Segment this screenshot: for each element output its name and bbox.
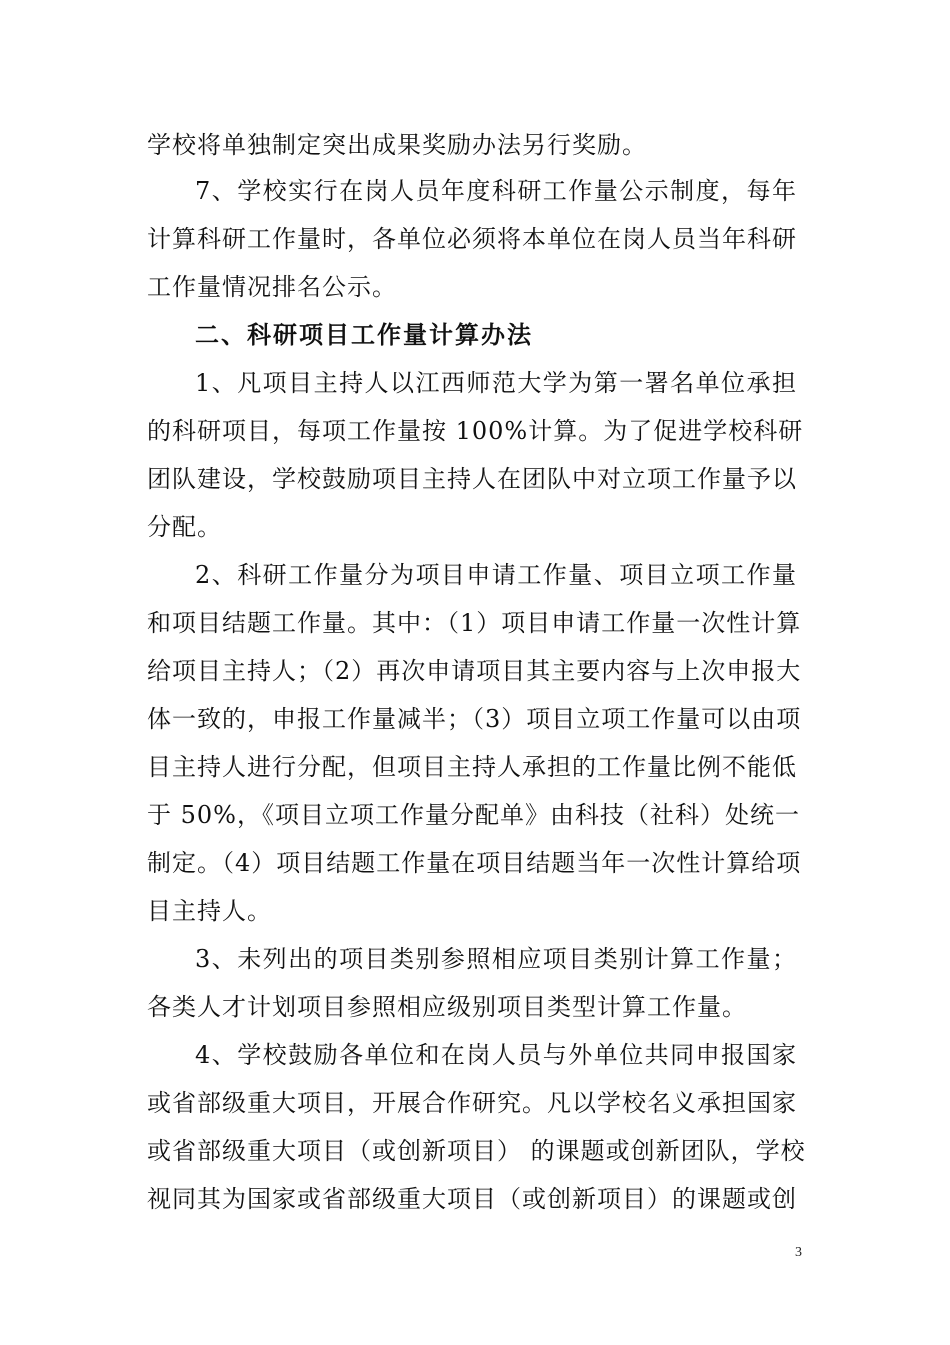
text-line: 3、未列出的项目类别参照相应项目类别计算工作量； <box>195 945 797 973</box>
text-line: 视同其为国家或省部级重大项目（或创新项目）的课题或创 <box>147 1185 797 1213</box>
page-number: 3 <box>795 1245 802 1260</box>
text-line: 于 50%，《项目立项工作量分配单》由科技（社科）处统一 <box>147 801 800 829</box>
text-line: 2、科研工作量分为项目申请工作量、项目立项工作量 <box>195 561 797 589</box>
text-line: 或省部级重大项目，开展合作研究。凡以学校名义承担国家 <box>147 1089 797 1117</box>
text-line: 制定。（4）项目结题工作量在项目结题当年一次性计算给项 <box>147 849 802 877</box>
text-line: 分配。 <box>147 513 222 541</box>
text-line: 体一致的，申报工作量减半；（3）项目立项工作量可以由项 <box>147 705 802 733</box>
text-line: 工作量情况排名公示。 <box>147 273 397 301</box>
text-line: 计算科研工作量时，各单位必须将本单位在岗人员当年科研 <box>147 225 797 253</box>
text-line: 的科研项目，每项工作量按 100%计算。为了促进学校科研 <box>147 417 804 445</box>
text-line: 各类人才计划项目参照相应级别项目类型计算工作量。 <box>147 993 747 1021</box>
text-line: 目主持人。 <box>147 897 272 925</box>
text-line: 7、学校实行在岗人员年度科研工作量公示制度，每年 <box>195 177 797 205</box>
text-line: 给项目主持人；（2）再次申请项目其主要内容与上次申报大 <box>147 657 802 685</box>
text-line: 和项目结题工作量。其中：（1）项目申请工作量一次性计算 <box>147 609 802 637</box>
text-line: 团队建设，学校鼓励项目主持人在团队中对立项工作量予以 <box>147 465 797 493</box>
text-line: 或省部级重大项目（或创新项目） 的课题或创新团队，学校 <box>147 1137 806 1165</box>
text-line: 目主持人进行分配，但项目主持人承担的工作量比例不能低 <box>147 753 797 781</box>
text-line: 1、凡项目主持人以江西师范大学为第一署名单位承担 <box>195 369 797 397</box>
section-heading: 二、科研项目工作量计算办法 <box>195 320 533 349</box>
text-line: 学校将单独制定突出成果奖励办法另行奖励。 <box>147 131 647 159</box>
text-line: 4、学校鼓励各单位和在岗人员与外单位共同申报国家 <box>195 1041 797 1069</box>
